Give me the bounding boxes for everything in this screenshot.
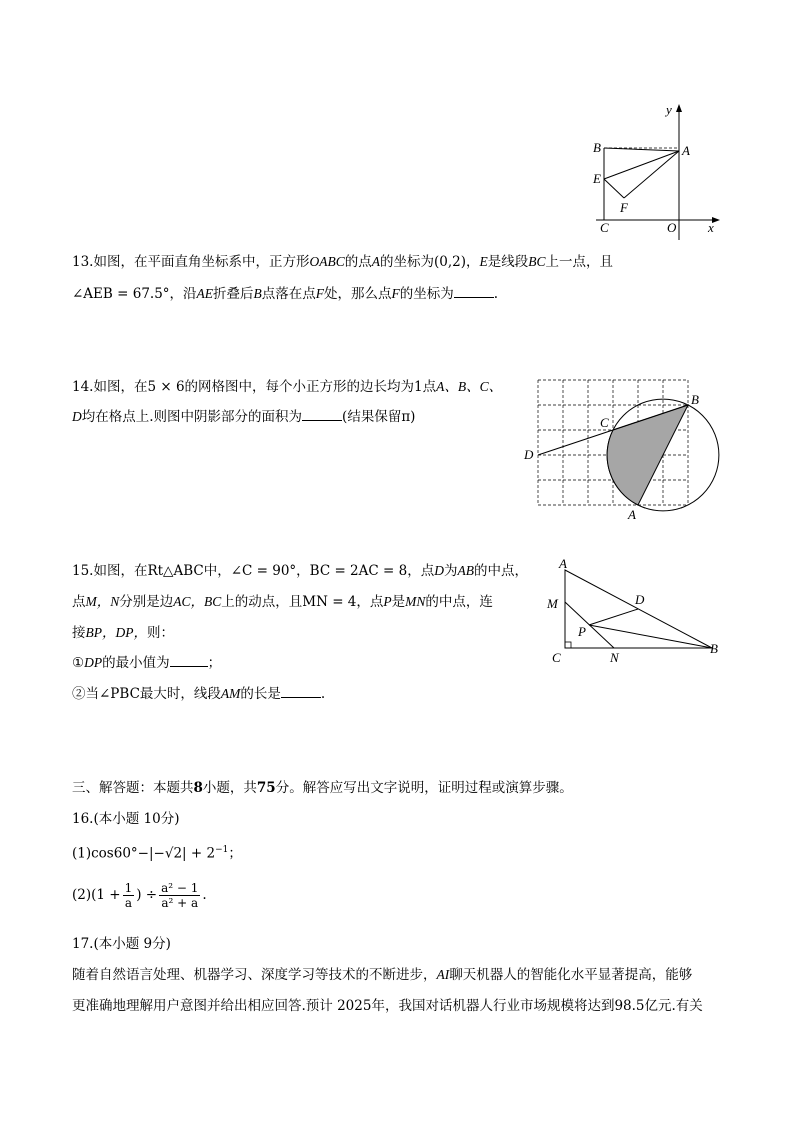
q15-line-2: 点M，N分别是边AC，BC上的动点，且MN = 4，点P是MN的中点，连 [72, 594, 493, 610]
triangle-ABC [565, 570, 712, 648]
label-A: A [682, 143, 690, 158]
section-3-heading: 三、解答题：本题共8小题，共75分。解答应写出文字说明，证明过程或演算步骤。 [72, 780, 573, 796]
q15-line-1: 15.如图，在Rt△ABC中，∠C = 90°，BC = 2AC = 8，点D为AB的中点， [72, 563, 528, 579]
q16-header: 16.(本小题 10分) [72, 811, 180, 827]
fraction-a-expr: $\frac{\text{a² − 1}}{\text{a² + a}}$ [161, 881, 199, 910]
label-M: M [547, 596, 558, 611]
q17-body-2: 更准确地理解用户意图并给出相应回答.预计 2025年，我国对话机器人行业市场规模将达到98.5亿元.有关 [72, 998, 703, 1014]
answer-blank[interactable] [454, 284, 494, 298]
q16-part-2: (2)(1 + $\frac{1}{a}$ ) ÷ $\frac{\text{a² − 1}}{\text{a² + a}}$ . [72, 881, 207, 910]
label-E: E [593, 171, 601, 186]
q14-figure [522, 374, 722, 524]
q15-figure [540, 556, 730, 668]
label-N: N [610, 650, 619, 665]
q13-line-2: ∠AEB = 67.5°，沿AE折叠后B点落在点F处，那么点F的坐标为 . [72, 286, 499, 302]
y-axis-arrow [676, 104, 682, 112]
label-x: x [708, 220, 714, 235]
label-D: D [635, 592, 645, 607]
q15-line-5: ②当∠PBC最大时，线段AM的长是 . [72, 686, 326, 702]
q17-body-1: 随着自然语言处理、机器学习、深度学习等技术的不断进步，AI聊天机器人的智能化水平显著提高，能够 [72, 967, 693, 983]
label-B: B [710, 641, 718, 656]
label-y: y [666, 102, 672, 117]
label-C: C [552, 650, 561, 665]
q15-line-4: ①DP的最小值为 ； [72, 655, 222, 671]
label-C: C [600, 415, 609, 430]
answer-blank[interactable] [170, 653, 208, 667]
fraction-1-over-a: $\frac{1}{a}$ [124, 881, 133, 910]
q15-line-3: 接BP，DP，则： [72, 625, 174, 641]
right-angle-mark [565, 642, 571, 648]
label-P: P [578, 624, 586, 639]
answer-blank[interactable] [302, 407, 342, 421]
label-C: C [600, 220, 609, 235]
label-O: O [667, 220, 677, 235]
label-B: B [691, 392, 699, 407]
q14-line-2: D均在格点上.则图中阴影部分的面积为 (结果保留π) [72, 409, 416, 425]
label-A: A [628, 507, 636, 522]
q16-part-1: $(1)\cos 60^\circ-|-√2| + 2^{-1}$； [72, 845, 242, 862]
label-D: D [524, 447, 534, 462]
label-F: F [620, 200, 628, 215]
label-A: A [559, 556, 567, 571]
q17-header: 17.(本小题 9分) [72, 936, 171, 952]
answer-blank[interactable] [281, 684, 321, 698]
q13-figure [588, 100, 728, 240]
q13-line-1: 13.如图，在平面直角坐标系中，正方形OABC的点A的坐标为(0,2)，E是线段BC上一点，且 [72, 254, 614, 270]
q14-line-1: 14.如图，在5 × 6的网格图中，每个小正方形的边长均为1点A、B、C、 [72, 379, 503, 395]
label-B: B [593, 140, 601, 155]
